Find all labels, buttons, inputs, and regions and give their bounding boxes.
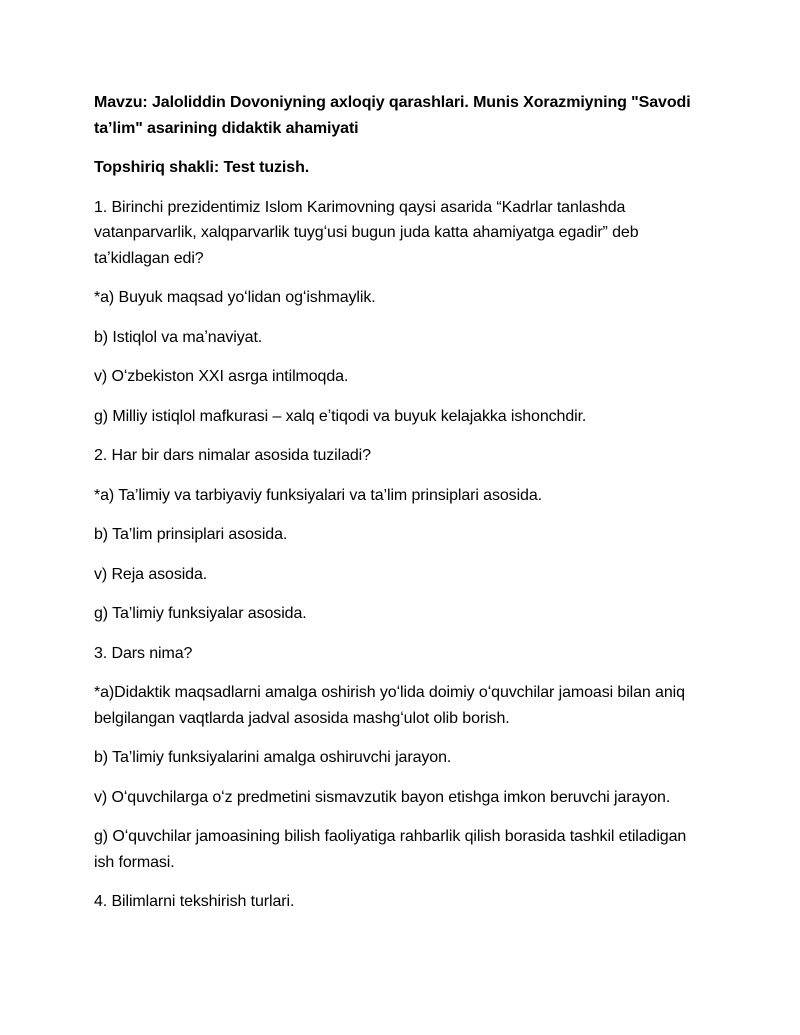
question-2-option-a: *a) Ta’limiy va tarbiyaviy funksiyalari va ta’lim prinsiplari asosida.: [94, 486, 542, 504]
question-1-option-v: v) Oʻzbekiston XXI asrga intilmoqda.: [94, 368, 349, 385]
question-3-option-g: g) Oʻquvchilar jamoasining bilish faoliyatiga rahbarlik qilish borasida tashkil etiladigan ish formasi.: [94, 828, 687, 871]
question-2-option-b: b) Ta’lim prinsiplari asosida.: [94, 526, 288, 543]
task-type: Topshiriq shakli: Test tuzish.: [94, 159, 310, 176]
question-1: 1. Birinchi prezidentimiz Islom Karimovning qaysi asarida “Kadrlar tanlashda vatanparvarlik, xalqparvarlik tuygʻusi bugun juda katta ahamiyatga egadir” deb taʼkidlagan edi?: [94, 198, 639, 267]
question-2: 2. Har bir dars nimalar asosida tuziladi?: [94, 447, 371, 464]
question-3-option-v: v) Oʻquvchilarga oʻz predmetini sismavzutik bayon etishga imkon beruvchi jarayon.: [94, 788, 671, 806]
question-4: 4. Bilimlarni tekshirish turlari.: [94, 893, 295, 910]
question-3-option-b: b) Ta’limiy funksiyalarini amalga oshiruvchi jarayon.: [94, 749, 452, 766]
question-1-option-b: b) Istiqlol va maʼnaviyat.: [94, 328, 263, 346]
question-1-option-g: g) Milliy istiqlol mafkurasi – xalq eʼtiqodi va buyuk kelajakka ishonchdir.: [94, 407, 587, 425]
document-body: [94, 90, 706, 929]
question-2-option-v: v) Reja asosida.: [94, 565, 208, 583]
question-1-option-a: *a) Buyuk maqsad yoʻlidan ogʻishmaylik.: [94, 289, 376, 306]
document-title: Mavzu: Jaloliddin Dovoniyning axloqiy qarashlari. Munis Xorazmiyning "Savodi ta’lim" asarining didaktik ahamiyati: [94, 94, 691, 137]
question-3: 3. Dars nima?: [94, 644, 193, 662]
question-2-option-g: g) Ta’limiy funksiyalar asosida.: [94, 605, 307, 622]
question-3-option-a: *a)Didaktik maqsadlarni amalga oshirish yoʻlida doimiy oʻquvchilar jamoasi bilan aniq belgilangan vaqtlarda jadval asosida mashgʻulot olib borish.: [94, 684, 685, 727]
